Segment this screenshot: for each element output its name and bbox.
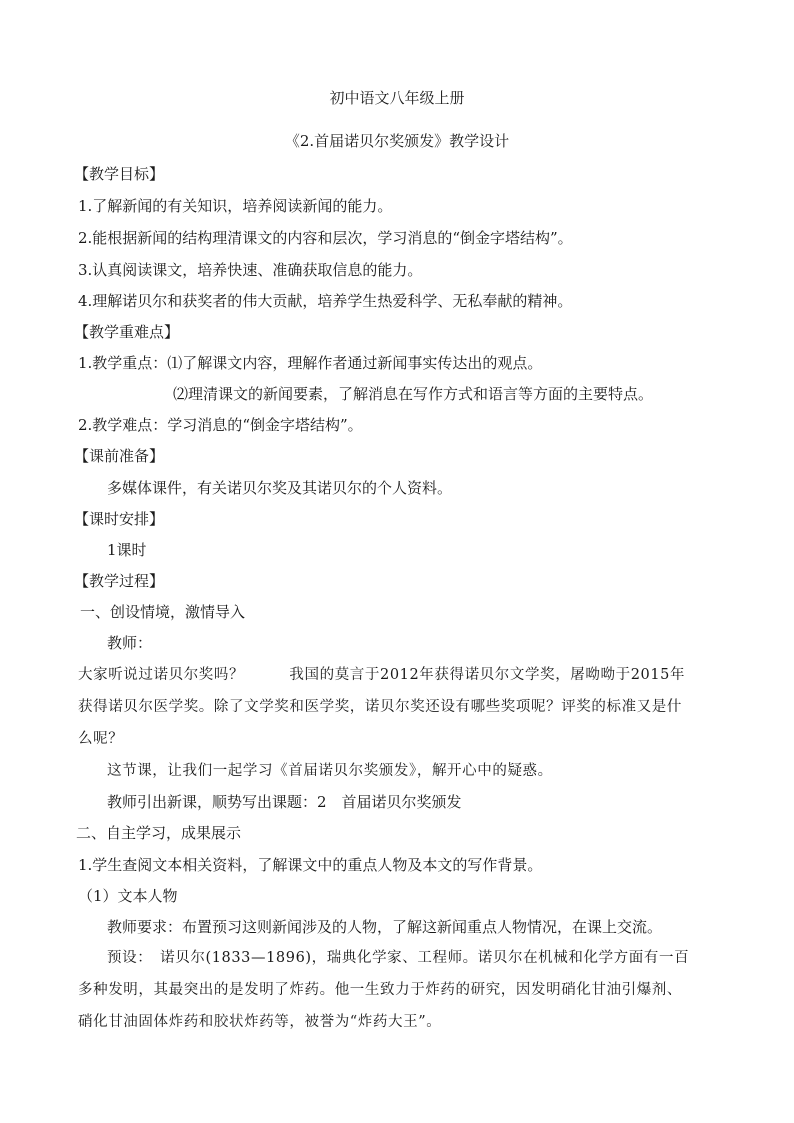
intro-line: 获得诺贝尔医学奖。除了文学奖和医学奖，诺贝尔奖还设有哪些奖项呢？评奖的标准又是什 (78, 699, 682, 715)
time-heading: 【课时安排】 (74, 510, 165, 528)
key-point: 1.教学重点：⑴了解课文内容，理解作者通过新闻事实传达出的观点。 (78, 354, 543, 372)
goal-item: 1.了解新闻的有关知识，培养阅读新闻的能力。 (78, 197, 393, 215)
process-heading: 【教学过程】 (74, 572, 165, 590)
document-subtitle: 《2.首届诺贝尔奖颁发》教学设计 (284, 132, 510, 150)
goals-heading: 【教学目标】 (74, 165, 165, 183)
prep-heading: 【课前准备】 (74, 447, 165, 465)
teacher-request: 教师要求：布置预习这则新闻涉及的人物，了解这新闻重点人物情况，在课上交流。 (107, 918, 663, 936)
intro-line: 大家听说过诺贝尔奖吗？ 我国的莫言于2012年获得诺贝尔文学奖，屠呦呦于2015年 (78, 667, 686, 683)
goal-item: 4.理解诺贝尔和获奖者的伟大贡献，培养学生热爱科学、无私奉献的精神。 (78, 292, 573, 310)
intro-line: 这节课，让我们一起学习《首届诺贝尔奖颁发》，解开心中的疑惑。 (107, 763, 553, 779)
subsection-title: （1）文本人物 (78, 887, 178, 905)
new-lesson-text: 教师引出新课，顺势写出课题：2 首届诺贝尔奖颁发 (107, 793, 462, 811)
key-point: 2.教学难点：学习消息的“倒金字塔结构”。 (78, 416, 363, 434)
section-title: 二、自主学习，成果展示 (76, 824, 242, 842)
preset-line: 硝化甘油固体炸药和胶状炸药等，被誉为“炸药大王”。 (78, 1014, 442, 1030)
teacher-label: 教师： (107, 634, 153, 652)
goal-item: 2.能根据新闻的结构理清课文的内容和层次，学习消息的“倒金字塔结构”。 (78, 229, 573, 247)
intro-line: 么呢？ (78, 731, 124, 747)
time-text: 1课时 (107, 541, 147, 559)
section-item: 1.学生查阅文本相关资料，了解课文中的重点人物及本文的写作背景。 (78, 856, 543, 874)
prep-text: 多媒体课件，有关诺贝尔奖及其诺贝尔的个人资料。 (107, 479, 453, 497)
preset-line: 预设： 诺贝尔(1833—1896)，瑞典化学家、工程师。诺贝尔在机械和化学方面有一百 (107, 950, 690, 966)
key-point: ⑵理清课文的新闻要素，了解消息在写作方式和语言等方面的主要特点。 (173, 385, 654, 403)
preset-line: 多种发明，其最突出的是发明了炸药。他一生致力于炸药的研究，因发明硝化甘油引爆剂、 (78, 982, 682, 998)
document-title: 初中语文八年级上册 (329, 89, 465, 107)
key-heading: 【教学重难点】 (74, 323, 180, 341)
goal-item: 3.认真阅读课文，培养快速、准确获取信息的能力。 (78, 261, 423, 279)
section-title: 一、创设情境，激情导入 (80, 603, 246, 621)
